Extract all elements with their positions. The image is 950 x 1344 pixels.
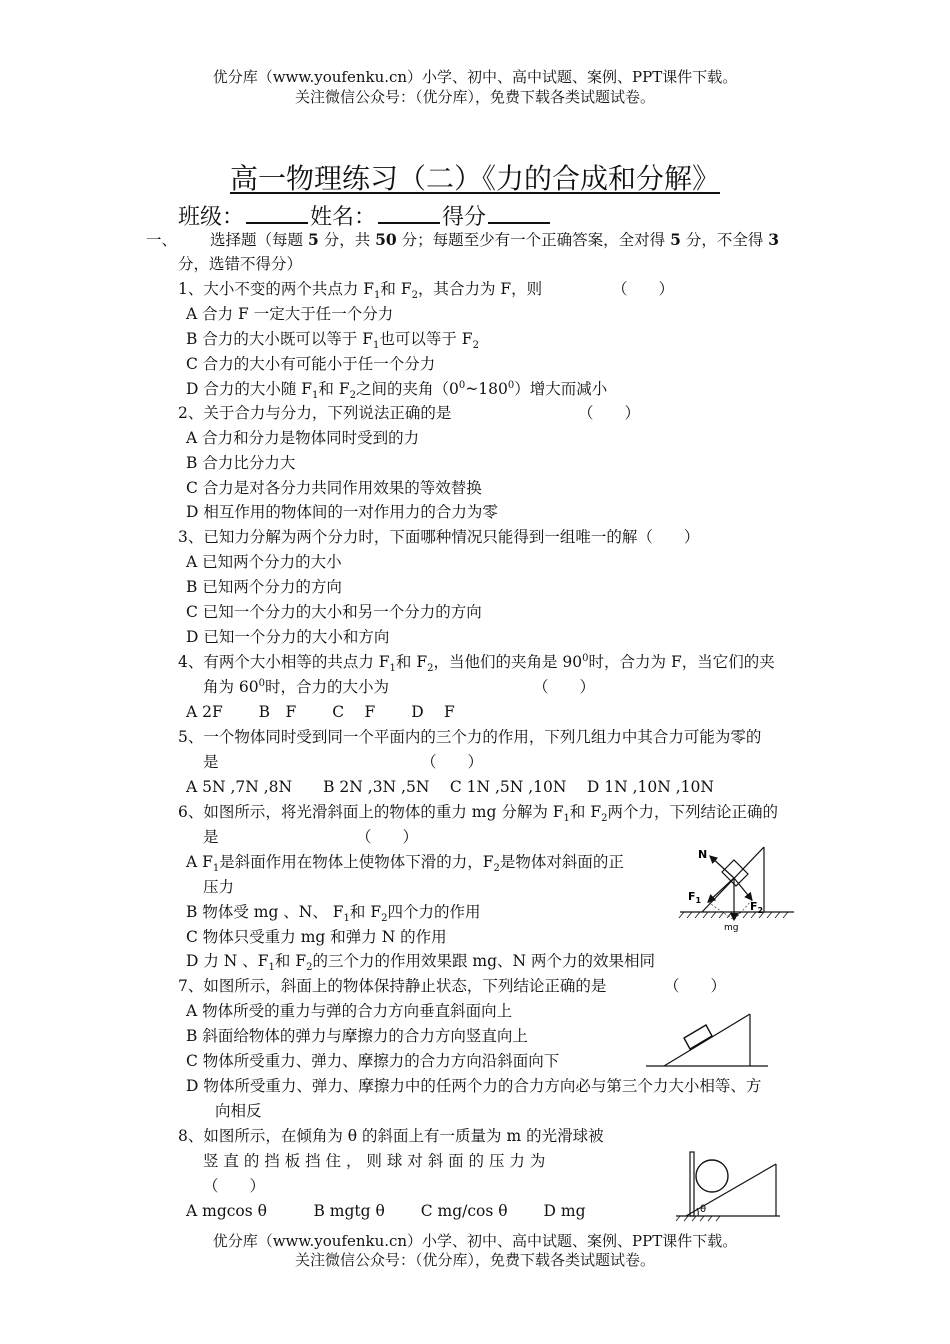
header-line-1: 优分库（www.youfenku.cn）小学、初中、高中试题、案例、PPT课件下载。 [212, 68, 738, 86]
q1-option-c: C 合力的大小有可能小于任一个分力 [186, 355, 436, 373]
q1-option-b: B 合力的大小既可以等于 $F_1$也可以等于 $F_2$ [186, 330, 479, 352]
class-blank[interactable] [246, 202, 308, 224]
q3-stem: 3、已知力分解为两个分力时，下面哪种情况只能得到一组唯一的解（ ） [178, 528, 700, 546]
q7-stem: 7、如图所示，斜面上的物体保持静止状态，下列结论正确的是 [178, 977, 607, 995]
q1-answer-paren[interactable]: （ ） [612, 280, 675, 298]
q6-answer-paren[interactable]: （ ） [356, 828, 419, 846]
score-blank[interactable] [488, 202, 550, 224]
q7-option-a: A 物体所受的重力与弹的合力方向垂直斜面向上 [186, 1002, 513, 1020]
footer-line-1: 优分库（www.youfenku.cn）小学、初中、高中试题、案例、PPT课件下载。 [212, 1232, 738, 1250]
q3-option-c: C 已知一个分力的大小和另一个分力的方向 [186, 603, 482, 621]
q4-stem-line2: 角为 $60^0$时，合力的大小为 [203, 677, 390, 696]
section-number: 一、 [146, 231, 178, 249]
section-instructions: 选择题（每题 5 分，共 50 分；每题至少有一个正确答案，全对得 5 分，不全得 3 [210, 230, 780, 249]
name-label: 姓名： [310, 205, 377, 230]
name-blank[interactable] [378, 202, 440, 224]
header-line-2: 关注微信公众号：（优分库），免费下载各类试题试卷。 [294, 88, 655, 106]
q3-option-b: B 已知两个分力的方向 [186, 578, 342, 596]
q5-answer-paren[interactable]: （ ） [421, 753, 484, 771]
q5-options: A 5N ,7N ,8N B 2N ,3N ,5N C 1N ,5N ,10N D 1N ,10N ,10N [186, 778, 714, 796]
q6-option-d: D 力 N 、$F_1$和 $F_2$的三个力的作用效果跟 mg、N 两个力的效果相同 [186, 952, 656, 974]
q4-stem: 4、有两个大小相等的共点力 $F_1$和 $F_2$，当他们的夹角是 $90^0$时，合力为 F，当它们的夹 [178, 652, 775, 675]
q6-fig-label-f1: F [688, 890, 696, 903]
q1-option-a: A 合力 F 一定大于任一个分力 [186, 305, 394, 323]
q5-stem: 5、一个物体同时受到同一个平面内的三个力的作用，下列几组力中其合力可能为零的 [178, 728, 762, 746]
student-info-line [178, 202, 552, 232]
footer-line-2: 关注微信公众号：（优分库），免费下载各类试题试卷。 [294, 1251, 655, 1269]
q2-answer-paren[interactable]: （ ） [578, 404, 641, 422]
q7-incline-block-figure [646, 1010, 770, 1072]
class-label: 班级： [178, 205, 245, 230]
q6-option-b: B 物体受 mg 、N、 $F_1$和 $F_2$四个力的作用 [186, 903, 481, 925]
q6-stem: 6、如图所示，将光滑斜面上的物体的重力 mg 分解为 $F_1$和 $F_2$两个力，下列结论正确的 [178, 803, 778, 825]
q2-option-c: C 合力是对各分力共同作用效果的等效替换 [186, 479, 482, 497]
section-instructions-line2: 分，选错不得分） [178, 255, 303, 273]
q2-option-b: B 合力比分力大 [186, 454, 296, 472]
q6-fig-label-mg: mg [724, 923, 739, 932]
q7-option-d-line2: 向相反 [215, 1102, 262, 1120]
q7-option-b: B 斜面给物体的弹力与摩擦力的合力方向竖直向上 [186, 1027, 528, 1045]
q7-answer-paren[interactable]: （ ） [664, 977, 727, 995]
score-label: 得分 [442, 205, 487, 230]
q8-stem-line2: 竖 直 的 挡 板 挡 住 ， 则 球 对 斜 面 的 压 力 为 [203, 1152, 546, 1170]
svg-text:F2: $F_2$ [750, 900, 764, 915]
q1-option-d: D 合力的大小随 $F_1$和 $F_2$之间的夹角$(0^0\sim 180^0)$增大而减小 [186, 379, 608, 402]
q6-fig-label-f2: F [750, 900, 758, 913]
q4-options: A 2F B F C F D F [186, 703, 455, 721]
q4-answer-paren[interactable]: （ ） [533, 678, 596, 696]
q6-fig-label-n: N [698, 848, 708, 861]
q7-option-c: C 物体所受重力、弹力、摩擦力的合力方向沿斜面向下 [186, 1052, 560, 1070]
q2-option-a: A 合力和分力是物体同时受到的力 [186, 429, 420, 447]
q8-ball-incline-figure [676, 1150, 784, 1222]
q2-option-d: D 相互作用的物体间的一对作用力的合力为零 [186, 503, 498, 521]
q6-option-a: A $F_1$是斜面作用在物体上使物体下滑的力，$F_2$是物体对斜面的正 [186, 853, 624, 875]
q7-option-d: D 物体所受重力、弹力、摩擦力中的任两个力的合力方向必与第三个力大小相等、方 [186, 1077, 762, 1095]
q8-answer-paren[interactable]: （ ） [203, 1177, 266, 1195]
q3-option-a: A 已知两个分力的大小 [186, 553, 342, 571]
q2-stem: 2、关于合力与分力，下列说法正确的是 [178, 404, 452, 422]
page-title: 高一物理练习（二）《力的合成和分解》 [229, 162, 720, 195]
q5-stem-line2: 是 [203, 753, 219, 771]
q8-stem: 8、如图所示，在倾角为 θ 的斜面上有一质量为 m 的光滑球被 [178, 1127, 604, 1145]
q8-options: A mgcos θ B mgtg θ C mg/cos θ D mg [186, 1202, 586, 1220]
q6-option-c: C 物体只受重力 mg 和弹力 N 的作用 [186, 928, 447, 946]
q1-stem: 1、大小不变的两个共点力 $F_1$和 $F_2$，其合力为 F，则 [178, 280, 543, 302]
q3-option-d: D 已知一个分力的大小和方向 [186, 628, 390, 646]
q6-option-a-line2: 压力 [203, 878, 235, 896]
q6-stem-line2: 是 [203, 828, 219, 846]
svg-text:F1: $F_1$ [688, 890, 702, 905]
q8-fig-label-theta: θ [700, 1204, 707, 1215]
q6-incline-force-figure [672, 842, 800, 932]
